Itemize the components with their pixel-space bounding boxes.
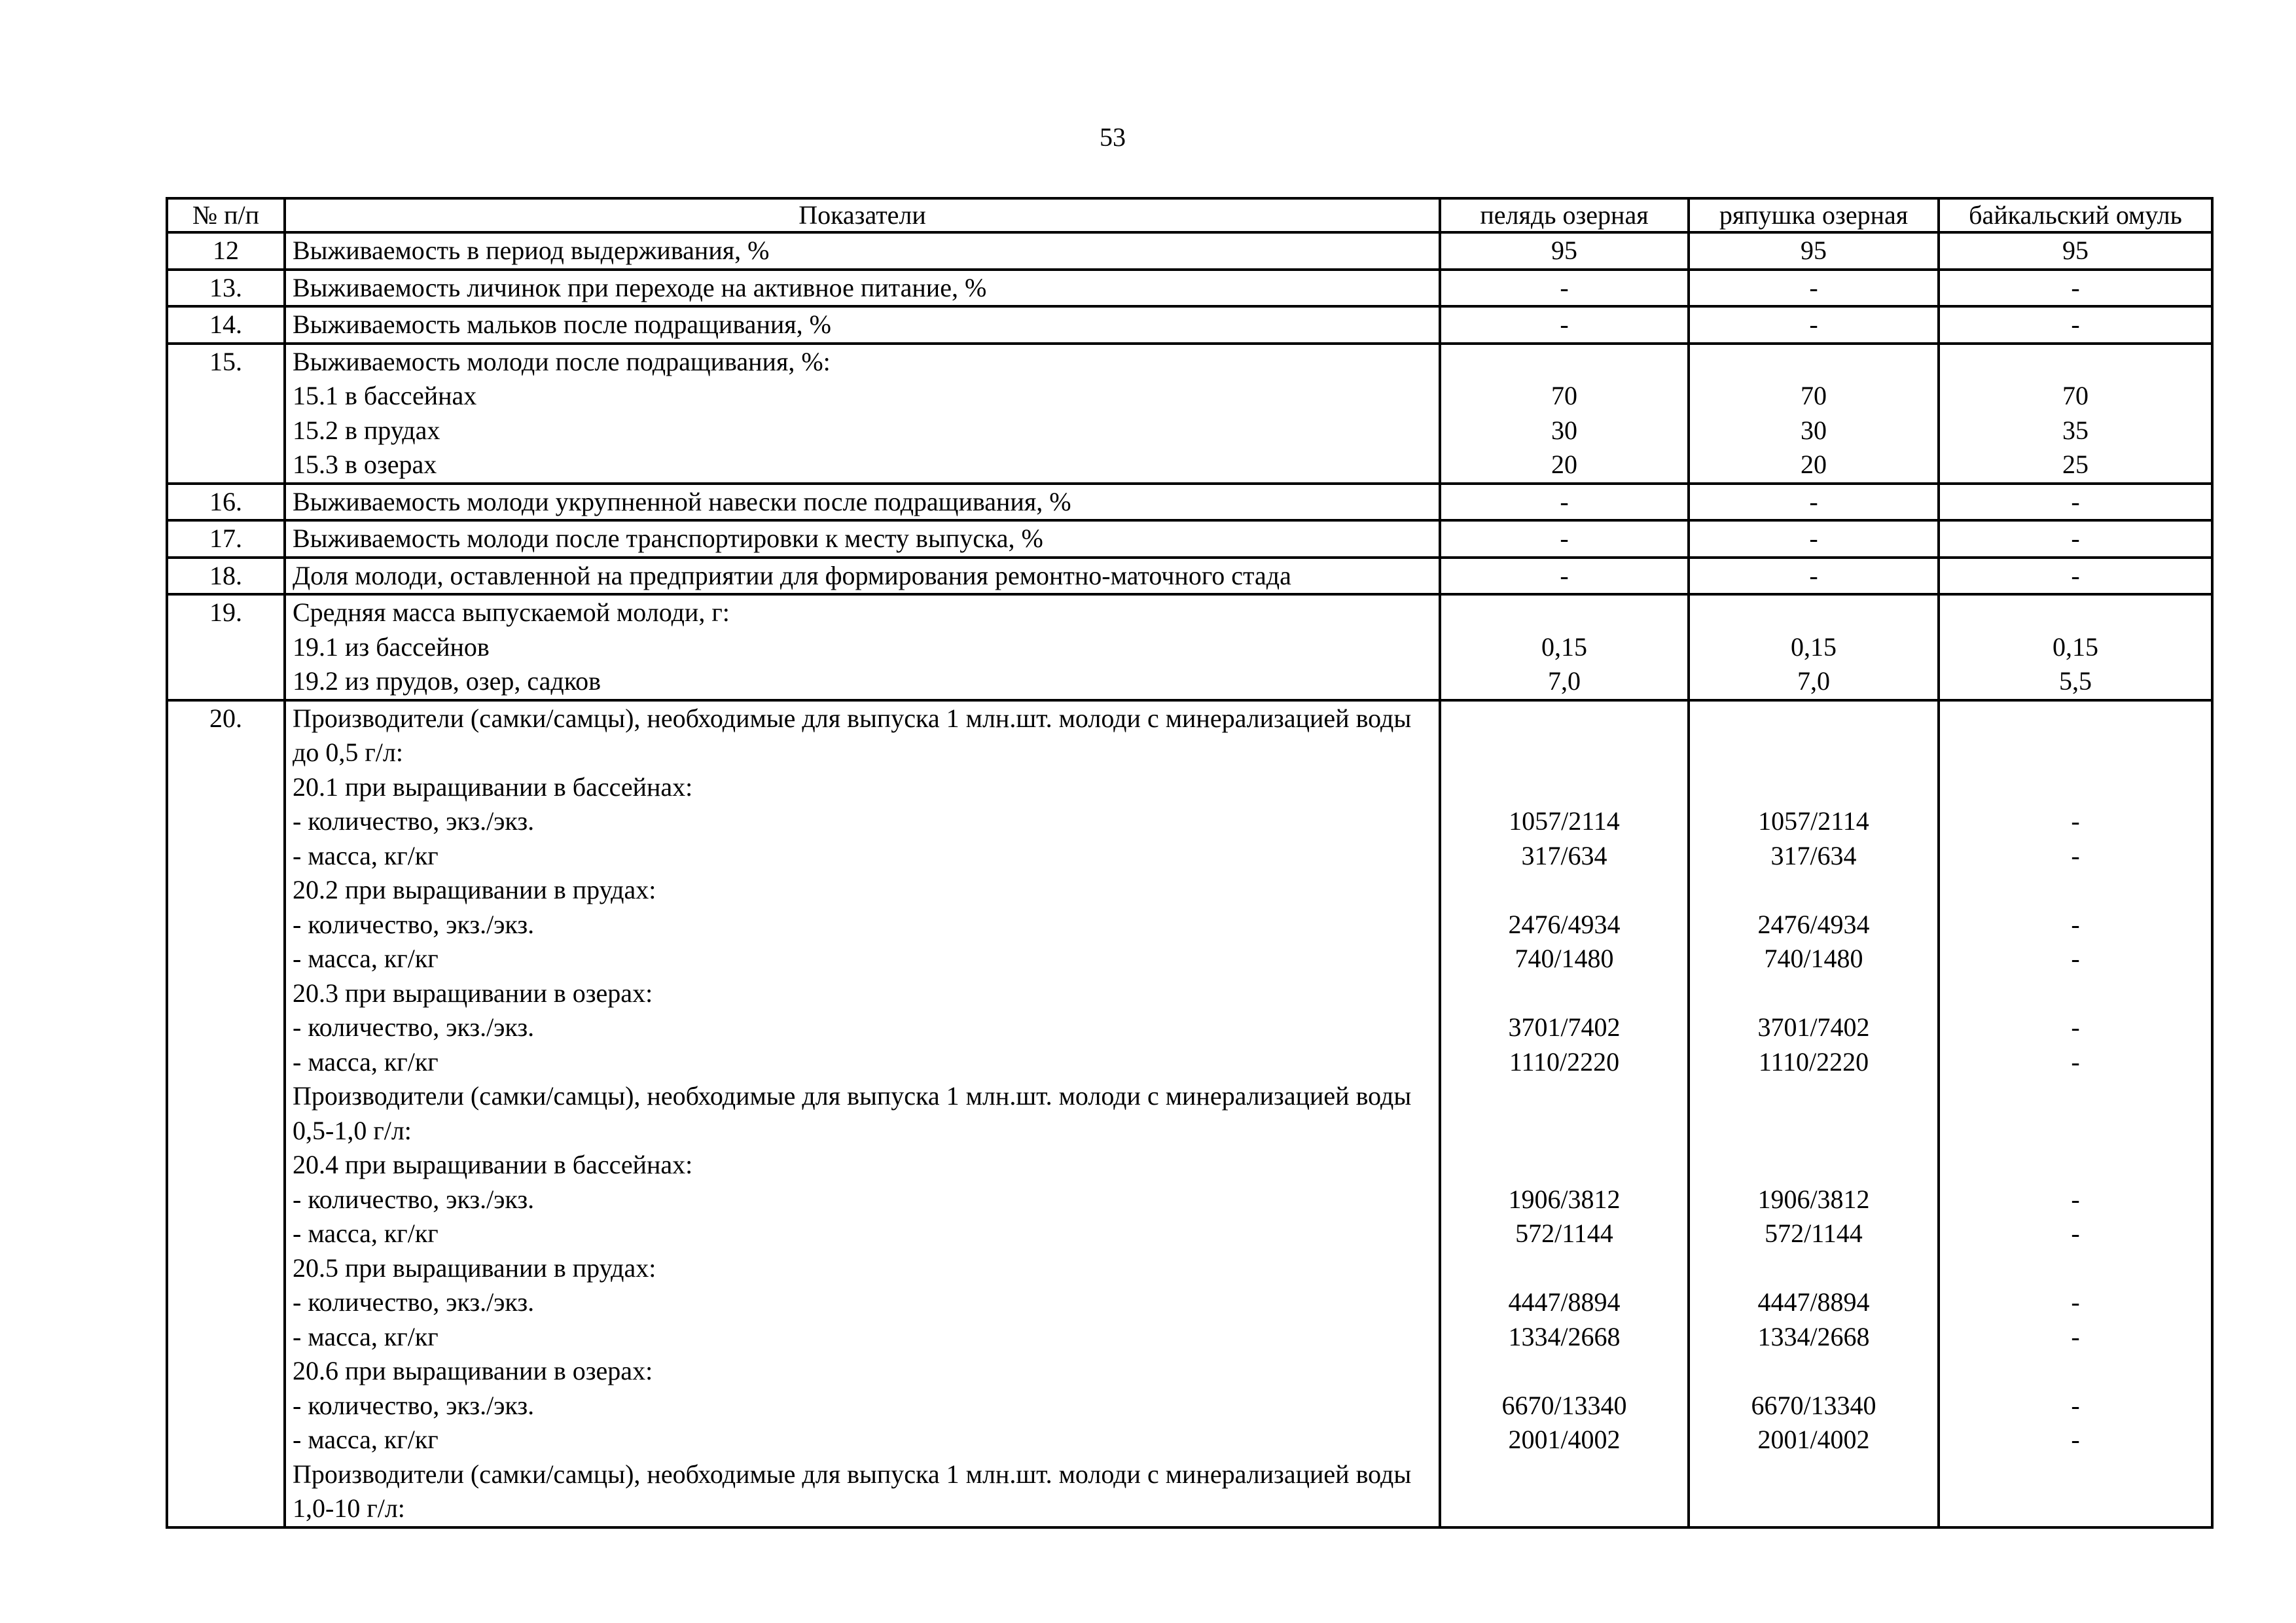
value-peled: - xyxy=(1440,520,1689,558)
cell-value: 35 xyxy=(2062,415,2089,445)
value-vendace: - xyxy=(1689,558,1939,595)
value-peled xyxy=(1440,594,1689,700)
cell-value: 1110/2220 xyxy=(1509,1046,1620,1077)
cell-value: - xyxy=(2071,1287,2080,1317)
row-number: 20. xyxy=(167,700,285,1527)
value-peled xyxy=(1440,344,1689,484)
value-peled xyxy=(1440,700,1689,1527)
sub-label: 15.1 в бассейнах xyxy=(293,381,477,410)
value-omul: - xyxy=(1939,270,2212,307)
cell-value: 25 xyxy=(2062,450,2089,479)
sub-label: 19.2 из прудов, озер, садков xyxy=(293,666,601,696)
row-label: Выживаемость молоди укрупненной навески после подращивания, % xyxy=(285,484,1440,521)
page-number: 53 xyxy=(1100,122,1126,152)
cell-value: 572/1144 xyxy=(1515,1219,1613,1248)
table-row xyxy=(167,306,2212,344)
cell-value: 7,0 xyxy=(1797,666,1830,696)
sub-label: - масса, кг/кг xyxy=(293,1219,439,1248)
value-omul xyxy=(1939,700,2212,1527)
table-row xyxy=(167,270,2212,307)
sub-label: - количество, экз./экз. xyxy=(293,1390,535,1420)
sub-label: - количество, экз./экз. xyxy=(293,1287,535,1317)
sub-label: - количество, экз./экз. xyxy=(293,806,535,836)
row-number: 15. xyxy=(167,344,285,484)
value-omul: - xyxy=(1939,306,2212,344)
cell-value: 7,0 xyxy=(1548,666,1581,696)
cell-value: 2476/4934 xyxy=(1508,909,1621,939)
header-vendace: ряпушка озерная xyxy=(1689,198,1939,232)
value-vendace xyxy=(1689,344,1939,484)
value-peled: 95 xyxy=(1440,232,1689,270)
table-row xyxy=(167,484,2212,521)
table-row xyxy=(167,520,2212,558)
cell-value: - xyxy=(2071,1390,2080,1420)
value-omul: - xyxy=(1939,484,2212,521)
cell-value: 317/634 xyxy=(1521,840,1607,870)
cell-value: 1906/3812 xyxy=(1508,1184,1621,1214)
cell-value: 2476/4934 xyxy=(1757,909,1870,939)
row-number: 16. xyxy=(167,484,285,521)
value-omul: - xyxy=(1939,558,2212,595)
cell-value: 3701/7402 xyxy=(1757,1012,1870,1042)
cell-value: 70 xyxy=(1801,381,1827,410)
value-peled: - xyxy=(1440,484,1689,521)
header-indicator: Показатели xyxy=(285,198,1440,232)
cell-value: - xyxy=(2071,1184,2080,1214)
cell-value: - xyxy=(2071,1046,2080,1077)
cell-value: 1110/2220 xyxy=(1758,1046,1869,1077)
cell-value: 1906/3812 xyxy=(1757,1184,1870,1214)
value-vendace: - xyxy=(1689,270,1939,307)
value-vendace xyxy=(1689,700,1939,1527)
sub-label: - количество, экз./экз. xyxy=(293,1184,535,1214)
sub-label: 15.3 в озерах xyxy=(293,450,437,479)
cell-value: - xyxy=(2071,1012,2080,1042)
value-omul: - xyxy=(1939,520,2212,558)
cell-value: - xyxy=(2071,806,2080,836)
sub-label: 15.2 в прудах xyxy=(293,415,440,445)
row-label: Доля молоди, оставленной на предприятии для формирования ремонтно-маточного стада xyxy=(285,558,1440,595)
sub-heading: 20.5 при выращивании в прудах: xyxy=(293,1253,656,1283)
cell-value: 0,15 xyxy=(2053,632,2098,662)
section-intro: Производители (самки/самцы), необходимые для выпуска 1 млн.шт. молоди с минерализацией воды 0,5-1,0 г/л: xyxy=(293,1081,1412,1145)
cell-value: 6670/13340 xyxy=(1501,1390,1627,1420)
cell-value: 20 xyxy=(1551,450,1577,479)
value-vendace: 95 xyxy=(1689,232,1939,270)
cell-value: 0,15 xyxy=(1791,632,1837,662)
cell-value: 70 xyxy=(2062,381,2089,410)
row-number: 19. xyxy=(167,594,285,700)
sub-label: 19.1 из бассейнов xyxy=(293,632,490,662)
cell-value: 70 xyxy=(1551,381,1577,410)
cell-value: 1057/2114 xyxy=(1758,806,1869,836)
value-omul xyxy=(1939,594,2212,700)
value-omul xyxy=(1939,344,2212,484)
header-peled: пелядь озерная xyxy=(1440,198,1689,232)
cell-value: - xyxy=(2071,840,2080,870)
row-label: Выживаемость в период выдерживания, % xyxy=(285,232,1440,270)
cell-value: 1334/2668 xyxy=(1508,1321,1621,1351)
cell-value: - xyxy=(2071,1425,2080,1454)
sub-heading: 20.1 при выращивании в бассейнах: xyxy=(293,772,693,802)
value-omul: 95 xyxy=(1939,232,2212,270)
cell-value: 740/1480 xyxy=(1515,944,1614,973)
cell-value: - xyxy=(2071,909,2080,939)
row-number: 14. xyxy=(167,306,285,344)
row-number: 13. xyxy=(167,270,285,307)
header-omul: байкальский омуль xyxy=(1939,198,2212,232)
sub-label: - количество, экз./экз. xyxy=(293,909,535,939)
cell-value: 30 xyxy=(1801,415,1827,445)
cell-value: 2001/4002 xyxy=(1508,1425,1621,1454)
cell-value: 3701/7402 xyxy=(1508,1012,1621,1042)
cell-value: 4447/8894 xyxy=(1508,1287,1621,1317)
cell-value: 6670/13340 xyxy=(1751,1390,1876,1420)
row-number: 12 xyxy=(167,232,285,270)
sub-heading: 20.4 при выращивании в бассейнах: xyxy=(293,1150,693,1179)
row-label xyxy=(285,700,1440,1527)
cell-value: 4447/8894 xyxy=(1757,1287,1870,1317)
cell-value: 2001/4002 xyxy=(1757,1425,1870,1454)
sub-label: - масса, кг/кг xyxy=(293,1046,439,1077)
table-row xyxy=(167,700,2212,1527)
row-heading: Средняя масса выпускаемой молоди, г: xyxy=(293,597,730,627)
sub-heading: 20.2 при выращивании в прудах: xyxy=(293,875,656,904)
row-label xyxy=(285,344,1440,484)
sub-label: - масса, кг/кг xyxy=(293,1321,439,1351)
table-row xyxy=(167,232,2212,270)
cell-value: 5,5 xyxy=(2059,666,2092,696)
cell-value: 1057/2114 xyxy=(1509,806,1620,836)
value-peled: - xyxy=(1440,306,1689,344)
cell-value: - xyxy=(2071,1219,2080,1248)
value-vendace: - xyxy=(1689,520,1939,558)
sub-heading: 20.3 при выращивании в озерах: xyxy=(293,978,653,1008)
row-label: Выживаемость мальков после подращивания, % xyxy=(285,306,1440,344)
section-intro: Производители (самки/самцы), необходимые для выпуска 1 млн.шт. молоди с минерализацией воды 1,0-10 г/л: xyxy=(293,1459,1412,1523)
value-peled: - xyxy=(1440,558,1689,595)
cell-value: 1334/2668 xyxy=(1757,1321,1870,1351)
cell-value: 20 xyxy=(1801,450,1827,479)
cell-value: 30 xyxy=(1551,415,1577,445)
table-row xyxy=(167,344,2212,484)
value-vendace: - xyxy=(1689,484,1939,521)
cell-value: - xyxy=(2071,944,2080,973)
value-peled: - xyxy=(1440,270,1689,307)
table-row xyxy=(167,594,2212,700)
row-number: 17. xyxy=(167,520,285,558)
cell-value: 740/1480 xyxy=(1764,944,1863,973)
cell-value: - xyxy=(2071,1321,2080,1351)
header-num: № п/п xyxy=(167,198,285,232)
value-vendace: - xyxy=(1689,306,1939,344)
indicators-table xyxy=(166,197,2214,1529)
table-header-row xyxy=(167,198,2212,232)
row-label xyxy=(285,594,1440,700)
section-intro: Производители (самки/самцы), необходимые для выпуска 1 млн.шт. молоди с минерализацией воды до 0,5 г/л: xyxy=(293,703,1412,767)
sub-heading: 20.6 при выращивании в озерах: xyxy=(293,1356,653,1385)
sub-label: - масса, кг/кг xyxy=(293,944,439,973)
value-vendace xyxy=(1689,594,1939,700)
sub-label: - масса, кг/кг xyxy=(293,1425,439,1454)
row-number: 18. xyxy=(167,558,285,595)
table-row xyxy=(167,558,2212,595)
row-label: Выживаемость молоди после транспортировки к месту выпуска, % xyxy=(285,520,1440,558)
sub-label: - масса, кг/кг xyxy=(293,840,439,870)
sub-label: - количество, экз./экз. xyxy=(293,1012,535,1042)
cell-value: 317/634 xyxy=(1770,840,1857,870)
cell-value: 0,15 xyxy=(1541,632,1587,662)
row-heading: Выживаемость молоди после подращивания, %: xyxy=(293,346,831,376)
cell-value: 572/1144 xyxy=(1765,1219,1863,1248)
row-label: Выживаемость личинок при переходе на активное питание, % xyxy=(285,270,1440,307)
